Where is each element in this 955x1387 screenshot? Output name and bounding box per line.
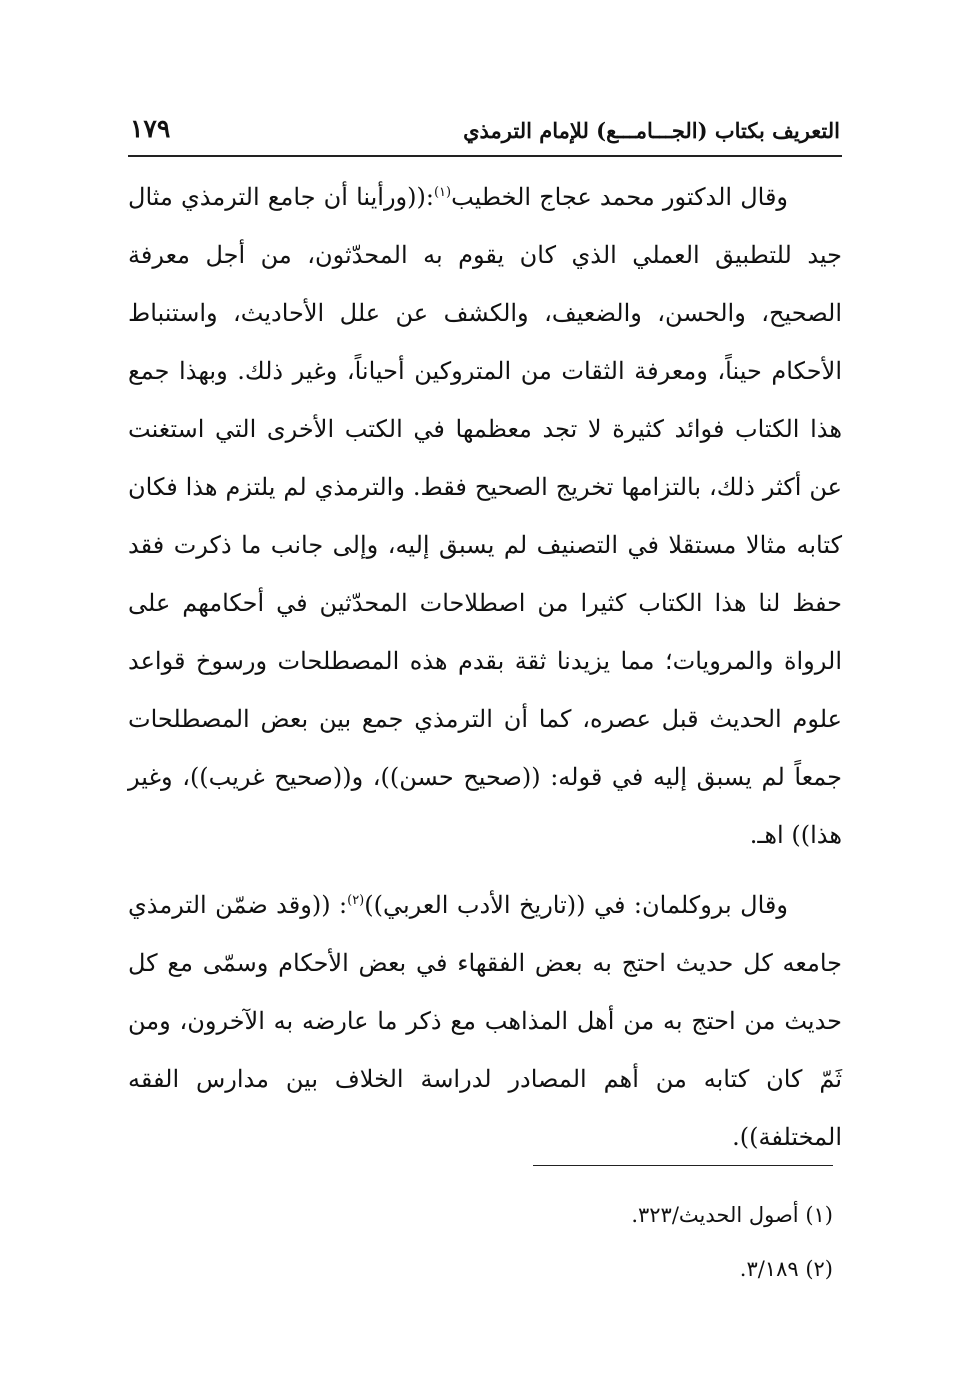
header-rule xyxy=(128,155,842,157)
paragraph-2-intro: وقال بروكلمان: في ((تاريخ الأدب العربي)) xyxy=(364,891,788,919)
paragraph-1-intro: وقال الدكتور محمد عجاج الخطيب xyxy=(451,183,789,211)
page-header xyxy=(128,112,842,156)
footnote-ref-2: (٢) xyxy=(347,893,365,908)
paragraph-2-quote: : ((وقد ضمّن الترمذي جامعه كل حديث احتج به بعض الفقهاء في بعض الأحكام وسمّى مع كل حديث من احتج به من أهل المذاهب مع ذكر ما عارضه به الآخرون، ومن ثَمّ كان كتابه من أهم المصادر لدراسة الخلاف بين مدارس الفقه المختلفة)). xyxy=(128,891,842,1151)
footnotes xyxy=(128,1188,833,1296)
paragraph-1-quote: :((ورأينا أن جامع الترمذي مثال جيد للتطبيق العملي الذي كان يقوم به المحدّثون، من أجل معرفة الصحيح، والحسن، والضعيف، والكشف عن علل الأحاديث، واستنباط الأحكام حيناً، ومعرفة الثقات من المتروكين أحياناً، وغير ذلك. وبهذا جمع هذا الكتاب فوائد كثيرة لا تجد معظمها في الكتب الأخرى التي استغنت عن أكثر ذلك، بالتزامها تخريج الصحيح فقط. والترمذي لم يلتزم هذا فكان كتابه مثالا مستقلا في التصنيف لم يسبق إليه، وإلى جانب ما ذكرت فقد حفظ لنا هذا الكتاب كثيرا من اصطلاحات المحدّثين في أحكامهم على الرواة والمرويات؛ مما يزيدنا ثقة بقدم هذه المصطلحات ورسوخ قواعد علوم الحديث قبل عصره، كما أن الترمذي جمع بين بعض المصطلحات جمعاً لم يسبق إليه في قوله: ((صحيح حسن))، و((صحيح غريب))، وغير هذا)) اهـ. xyxy=(128,183,842,849)
footnote-2: (٢) ٣/١٨٩. xyxy=(739,1257,833,1281)
footnote-ref-1: (١) xyxy=(433,185,452,200)
main-text xyxy=(128,168,842,1166)
page-number: ١٧٩ xyxy=(130,114,171,143)
footnote-1: (١) أصول الحديث/٣٢٣. xyxy=(631,1203,833,1227)
running-title: التعريف بكتاب (الجـــامـــع) للإمام الترمذي xyxy=(463,118,840,143)
paragraph-1 xyxy=(128,168,842,864)
footnote-rule xyxy=(533,1165,833,1166)
paragraph-2 xyxy=(128,876,842,1166)
